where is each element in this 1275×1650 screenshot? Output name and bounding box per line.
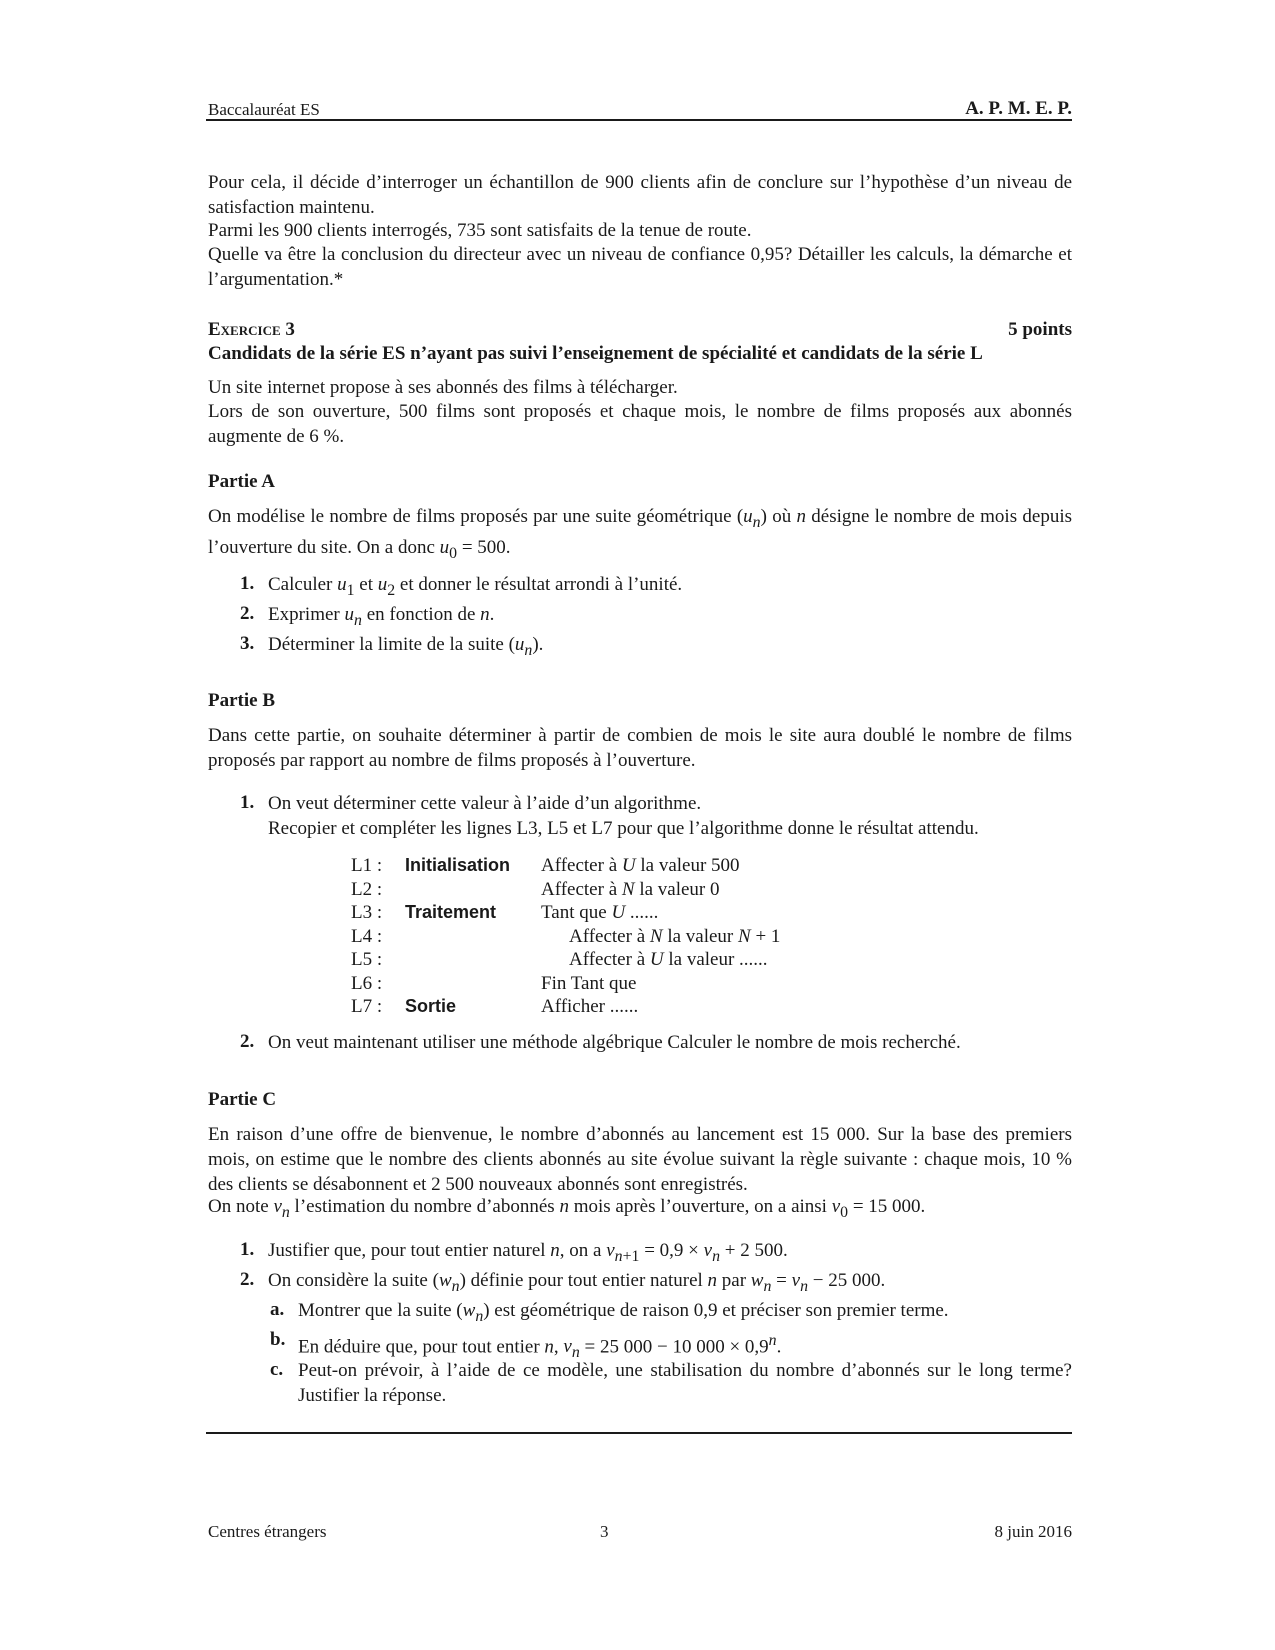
algo-label-l3: L3 : <box>351 902 383 923</box>
part-c-qb-letter: b. <box>270 1329 286 1350</box>
part-c-text-2: On note $v_n$ l’estimation du nombre d’abonnés n mois après l’ouverture, on a ainsi $v_0 = 15$ 000. <box>208 1196 926 1221</box>
part-b-q2-number: 2. <box>240 1031 255 1052</box>
part-a-q3: Déterminer la limite de la suite $(u_n)$. <box>268 634 544 659</box>
algo-label-l2: L2 : <box>351 879 383 900</box>
part-b-q2: On veut maintenant utiliser une méthode algébrique Calculer le nombre de mois recherché. <box>268 1032 961 1053</box>
algo-label-l1: L1 : <box>351 855 383 876</box>
part-a-q2-number: 2. <box>240 603 255 624</box>
part-c-qa: Montrer que la suite $(w_n)$ est géométrique de raison 0,9 et préciser son premier terme. <box>298 1300 949 1325</box>
part-b-text: Dans cette partie, on souhaite déterminer à partir de combien de mois le site aura doublé le nombre de films proposés par rapport au nombre de films proposés à l’ouverture. <box>208 725 1072 771</box>
algo-label-l7: L7 : <box>351 996 383 1017</box>
exercise-subtitle: Candidats de la série ES n’ayant pas suivi l’enseignement de spécialité et candidats de la série L <box>208 343 983 364</box>
header-right: A. P. M. E. P. <box>965 98 1072 119</box>
part-a-q3-number: 3. <box>240 633 255 654</box>
part-c-qc-letter: c. <box>270 1359 284 1380</box>
exercise-intro-2: Lors de son ouverture, 500 films sont proposés et chaque mois, le nombre de films proposés aux abonnés augmente de 6 %. <box>208 401 1072 447</box>
intro-paragraph-2: Parmi les 900 clients interrogés, 735 sont satisfaits de la tenue de route. <box>208 220 752 241</box>
part-a-title: Partie A <box>208 471 276 492</box>
algo-line-l5: Affecter à U la valeur ...... <box>569 949 768 970</box>
algo-line-l6: Fin Tant que <box>541 973 637 994</box>
algo-section-initialisation: Initialisation <box>405 855 511 875</box>
part-b-q1-line2: Recopier et compléter les lignes L3, L5 et L7 pour que l’algorithme donne le résultat attendu. <box>268 818 979 839</box>
intro-paragraph-1: Pour cela, il décide d’interroger un échantillon de 900 clients afin de conclure sur l’hypothèse d’un niveau de satisfaction maintenu. <box>208 172 1072 218</box>
part-a-text: On modélise le nombre de films proposés par une suite géométrique $(u_n)$ où n désigne le nombre de mois depuis l’ouverture du site. On a donc $u_0 = 500$. <box>208 506 1072 562</box>
exercise-intro-1: Un site internet propose à ses abonnés des films à télécharger. <box>208 377 678 398</box>
algo-label-l5: L5 : <box>351 949 383 970</box>
part-c-q2-number: 2. <box>240 1269 255 1290</box>
algo-line-l7: Afficher ...... <box>541 996 639 1017</box>
algo-label-l6: L6 : <box>351 973 383 994</box>
part-a-q1-number: 1. <box>240 573 255 594</box>
header-left: Baccalauréat ES <box>208 100 320 119</box>
footer-rule <box>206 1432 1072 1434</box>
algo-section-sortie: Sortie <box>405 996 457 1016</box>
algo-line-l4: Affecter à N la valeur N + 1 <box>569 926 781 947</box>
part-c-text-1: En raison d’une offre de bienvenue, le nombre d’abonnés au lancement est 15 000. Sur la base des premiers mois, on estime que le nombre des clients abonnés au site évolue suivant la règle suivante : chaque mois, 10 % des clients se désabonnent et 2 500 nouveaux abonnés sont enregistrés. <box>208 1124 1072 1195</box>
part-c-title: Partie C <box>208 1089 277 1110</box>
part-b-q1-line1: On veut déterminer cette valeur à l’aide d’un algorithme. <box>268 793 702 814</box>
exercise-points: 5 points <box>1008 319 1072 340</box>
part-c-q1-number: 1. <box>240 1239 255 1260</box>
part-c-q1: Justifier que, pour tout entier naturel n, on a $v_{n+1} = 0,9 \times v_n + 2$ 500. <box>268 1240 788 1265</box>
footer-page-number: 3 <box>600 1522 609 1541</box>
part-c-qc: Peut-on prévoir, à l’aide de ce modèle, une stabilisation du nombre d’abonnés sur le long terme? Justifier la réponse. <box>298 1360 1072 1406</box>
algo-section-traitement: Traitement <box>405 902 497 922</box>
part-c-qb: En déduire que, pour tout entier n, $v_n = 25$ 000 − 10 $000 \times 0,9^n$. <box>298 1332 782 1362</box>
algo-label-l4: L4 : <box>351 926 383 947</box>
algo-line-l1: Affecter à U la valeur 500 <box>541 855 740 876</box>
algo-line-l2: Affecter à N la valeur 0 <box>541 879 720 900</box>
algo-line-l3: Tant que U ...... <box>541 902 659 923</box>
part-b-q1-number: 1. <box>240 792 255 813</box>
part-b-title: Partie B <box>208 690 276 711</box>
part-a-q2: Exprimer $u_n$ en fonction de n. <box>268 604 495 629</box>
footer-left: Centres étrangers <box>208 1522 327 1541</box>
footer-right: 8 juin 2016 <box>994 1522 1072 1541</box>
part-c-q2: On considère la suite $(w_n)$ définie pour tout entier naturel n par $w_n = v_n - 25$ 000. <box>268 1270 886 1295</box>
part-c-qa-letter: a. <box>270 1299 285 1320</box>
intro-paragraph-3: Quelle va être la conclusion du directeur avec un niveau de confiance 0,95? Détailler les calculs, la démarche et l’argumentation.* <box>208 244 1072 290</box>
part-a-q1: Calculer $u_1$ et $u_2$ et donner le résultat arrondi à l’unité. <box>268 574 683 599</box>
exercise-title: Exercice 3 <box>208 319 295 340</box>
header-rule <box>206 119 1072 121</box>
